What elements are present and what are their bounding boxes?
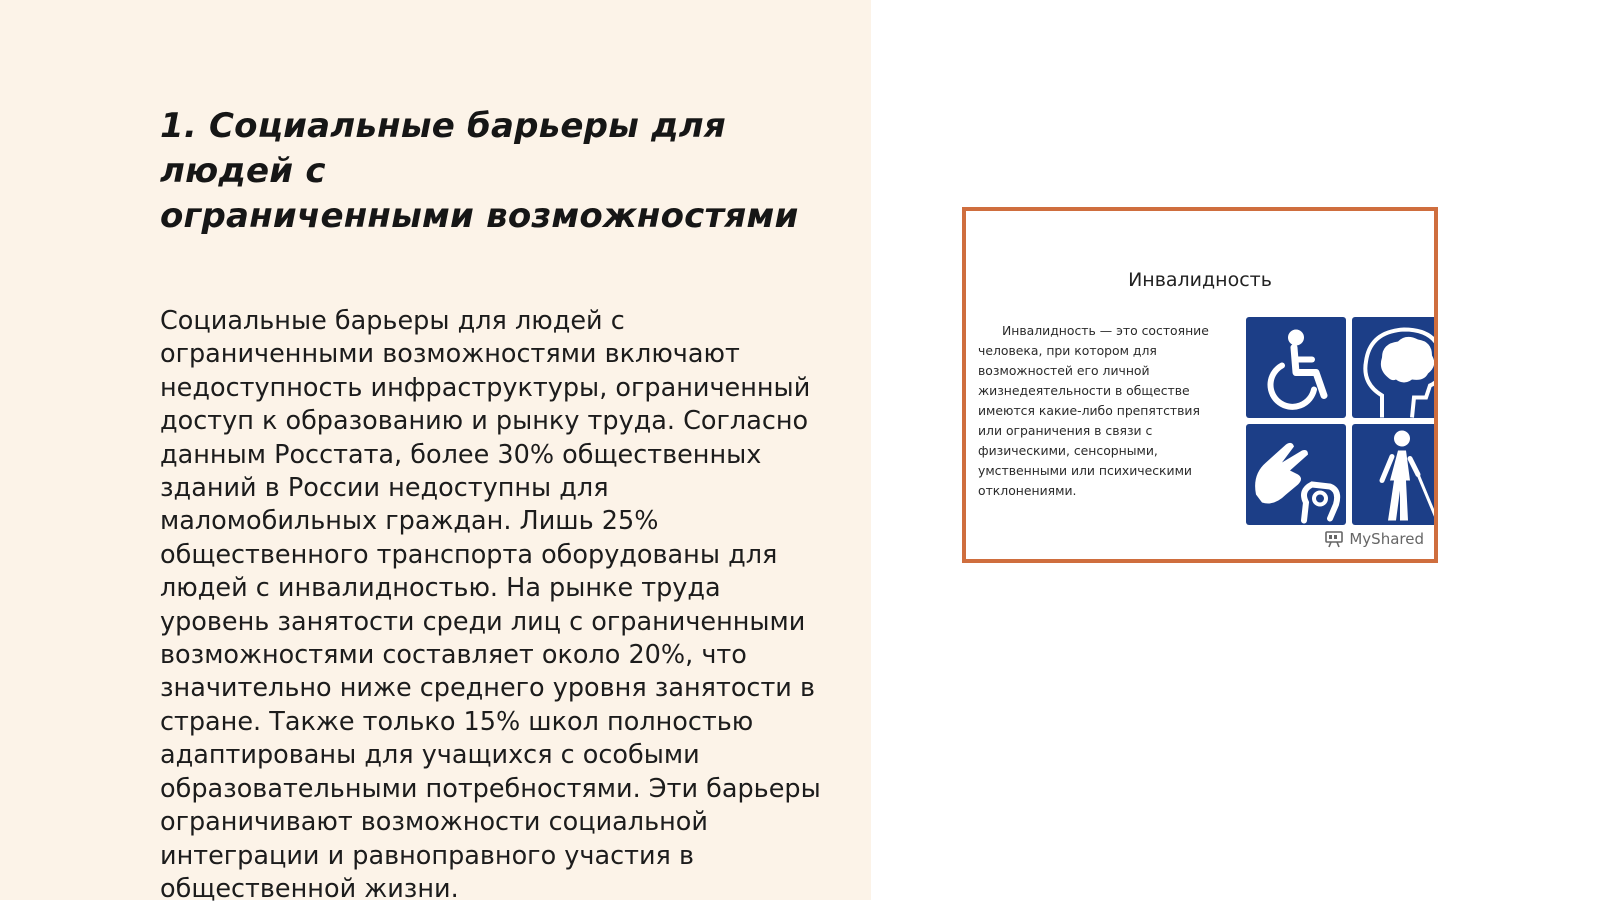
body-line: интеграции и равноправного участия в [160, 840, 694, 871]
disability-slide-image [962, 207, 1438, 563]
body-line: возможностями составляет около 20%, что [160, 640, 747, 671]
image-text-line: человека, при котором для [978, 343, 1157, 358]
image-text-line: или ограничения в связи с [978, 423, 1153, 438]
image-text-line: возможностей его личной [978, 363, 1150, 378]
slide-title-line: 1. Социальные барьеры для людей с [160, 106, 726, 191]
image-text-line: отклонениями. [978, 483, 1077, 498]
body-line: стране. Также только 15% школ полностью [160, 706, 754, 737]
body-line: адаптированы для учащихся с особыми [160, 740, 700, 771]
slide-body-text [160, 305, 880, 906]
body-line: общественной жизни. [160, 873, 459, 904]
watermark-text: MyShared [1349, 530, 1424, 548]
sign-language-icon [1246, 424, 1346, 525]
blind-person-icon [1352, 424, 1438, 525]
slide-title-line: ограниченными возможностями [160, 196, 799, 236]
body-line: зданий в России недоступны для [160, 473, 609, 504]
body-line: людей с инвалидностью. На рынке труда [160, 573, 721, 604]
image-text-line: физическими, сенсорными, [978, 443, 1158, 458]
body-line: ограничивают возможности социальной [160, 807, 708, 838]
image-text-line: имеются какие-либо препятствия [978, 403, 1200, 418]
image-text-line: жизнедеятельности в обществе [978, 383, 1190, 398]
image-text-line: Инвалидность — это состояние [1002, 323, 1209, 338]
body-line: доступ к образованию и рынку труда. Согласно [160, 406, 809, 437]
body-line: ограниченными возможностями включают [160, 339, 740, 370]
body-line: значительно ниже среднего уровня занятости в [160, 673, 816, 704]
body-line: уровень занятости среди лиц с ограниченными [160, 606, 806, 637]
body-line: общественного транспорта оборудованы для [160, 539, 778, 570]
watermark [1324, 529, 1424, 549]
image-text-line: умственными или психическими [978, 463, 1192, 478]
body-line: маломобильных граждан. Лишь 25% [160, 506, 659, 537]
brain-icon [1352, 317, 1438, 418]
image-text [978, 321, 1238, 501]
slide-title [160, 104, 860, 239]
body-line: образовательными потребностями. Эти барьеры [160, 773, 821, 804]
myshared-logo-icon [1324, 529, 1344, 549]
wheelchair-icon [1246, 317, 1346, 418]
body-line: недоступность инфраструктуры, ограниченный [160, 372, 811, 403]
body-line: Социальные барьеры для людей с [160, 306, 625, 336]
disability-icon-grid [1246, 317, 1438, 507]
body-line: данным Росстата, более 30% общественных [160, 439, 762, 470]
image-title: Инвалидность [1128, 269, 1272, 291]
